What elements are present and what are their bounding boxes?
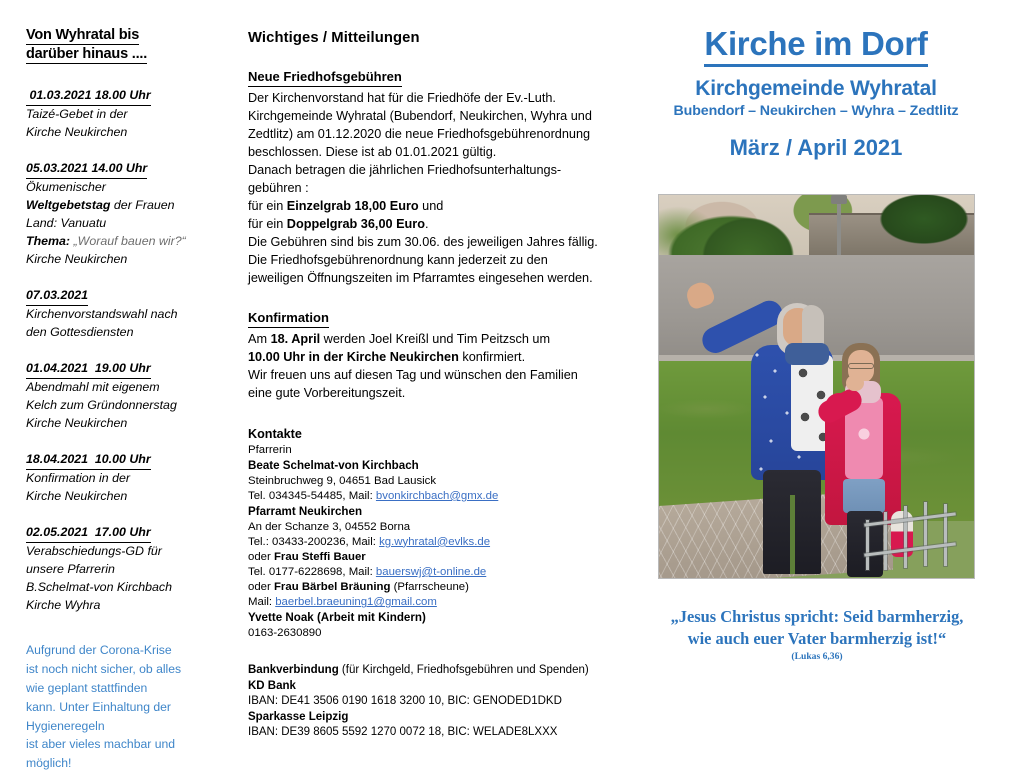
bauer-email-link[interactable]: bauerswj@t-online.de <box>375 566 487 578</box>
issue-period: März / April 2021 <box>729 135 903 161</box>
cover-photo <box>658 194 975 579</box>
photo-bike-rack <box>862 502 972 574</box>
contact-role: Pfarrerin <box>248 444 292 457</box>
right-column <box>630 26 1002 161</box>
section-cemetery-fees <box>248 68 598 287</box>
contact-pastor-tel <box>248 489 598 504</box>
photo-girl-hand <box>846 375 864 391</box>
contact-or-prefix: oder <box>248 581 274 594</box>
office-email-link[interactable]: kg.wyhratal@evlks.de <box>379 535 491 548</box>
event-line: Kirchenvorstandswahl nach <box>26 307 178 322</box>
event-line: den Gottesdiensten <box>26 325 134 340</box>
corona-notice <box>26 641 226 773</box>
corona-line: Aufgrund der Corona-Krise <box>26 642 172 657</box>
photo-woman-leg-gap <box>790 495 795 574</box>
event-line: Abendmahl mit eigenem <box>26 380 160 395</box>
bank-iban: IBAN: DE39 8605 5592 1270 0072 18, BIC: WELADE8LXXX <box>248 726 558 739</box>
event-item <box>26 159 226 269</box>
section-bank-details <box>248 663 598 741</box>
fees-paragraph-line: Kirchgemeinde Wyhratal (Bubendorf, Neukirchen, Wyhra und <box>248 108 592 123</box>
contact-braeuning-mail <box>248 595 598 610</box>
contact-mail-label: Mail: <box>248 596 276 609</box>
bank-title: Bankverbindung <box>248 664 339 677</box>
event-date: 18.04.2021 10.00 Uhr <box>26 451 151 470</box>
middle-column <box>248 30 598 741</box>
bank-heading <box>248 663 598 679</box>
event-item <box>26 523 226 615</box>
event-line: Kirche Neukirchen <box>26 125 128 140</box>
bank-name-text: Sparkasse Leipzig <box>248 710 349 723</box>
section-confirmation <box>248 309 598 402</box>
contact-braeuning-name <box>248 580 598 595</box>
event-line: Kirche Neukirchen <box>26 488 128 503</box>
pastor-email-link[interactable]: bvonkirchbach@gmx.de <box>375 489 499 502</box>
fee-prefix: für ein <box>248 199 287 214</box>
event-line: Kirche Wyhra <box>26 597 101 612</box>
section-title: Neue Friedhofsgebühren <box>248 69 402 87</box>
braeuning-email-link[interactable]: baerbel.braeuning1@gmail.com <box>275 596 437 609</box>
event-line: Verabschiedungs-GD für <box>26 543 162 558</box>
parish-name: Kirchgemeinde Wyhratal <box>695 77 937 101</box>
fee-suffix: und <box>418 199 444 214</box>
verse-reference: (Lukas 6,36) <box>791 651 843 663</box>
event-item <box>26 359 226 433</box>
fees-tail-line: jeweiligen Öffnungszeiten im Pfarramtes eingesehen werden. <box>248 271 593 286</box>
contacts-title: Kontakte <box>248 427 302 442</box>
contact-pastor-address: Steinbruchweg 9, 04651 Bad Lausick <box>248 474 437 487</box>
confirmation-text: konfirmiert. <box>458 350 526 365</box>
contact-office-address: An der Schanze 3, 04552 Borna <box>248 520 411 533</box>
event-item <box>26 286 226 342</box>
contact-office-name: Pfarramt Neukirchen <box>248 505 363 519</box>
fee-suffix: . <box>424 217 429 232</box>
fee-amount: Einzelgrab 18,00 Euro <box>286 199 419 214</box>
left-column-title <box>26 26 226 64</box>
event-date: 01.03.2021 18.00 Uhr <box>26 87 151 106</box>
fee-prefix: für ein <box>248 217 287 232</box>
contact-tel-label: Tel. 034345-54485, Mail: <box>248 489 376 502</box>
bible-verse <box>636 606 998 662</box>
fees-tail-line: Die Gebühren sind bis zum 30.06. des jeweiligen Jahres fällig. <box>248 235 598 250</box>
event-line: Taizé-Gebet in der <box>26 107 128 122</box>
contact-tel-label: Tel.: 03433-200236, Mail: <box>248 535 380 548</box>
event-item <box>26 86 226 142</box>
event-line: Ökumenischer <box>26 180 106 195</box>
left-title-line-2: darüber hinaus .... <box>26 45 147 64</box>
fees-tail-line: Die Friedhofsgebührenordnung kann jederzeit zu den <box>248 253 548 268</box>
confirmation-line: Wir freuen uns auf diesen Tag und wünschen den Familien <box>248 368 578 383</box>
confirmation-line: eine gute Vorbereitungszeit. <box>248 386 406 401</box>
photo-tree-right <box>864 195 974 251</box>
photo-pole <box>837 195 841 263</box>
contact-office-tel <box>248 535 598 550</box>
fees-paragraph-line: Danach betragen die jährlichen Friedhofsunterhaltungs- <box>248 163 562 178</box>
event-line: unsere Pfarrerin <box>26 561 115 576</box>
event-line: Kirche Neukirchen <box>26 416 128 431</box>
contact-or-prefix: oder <box>248 550 274 563</box>
event-line: Konfirmation in der <box>26 470 130 485</box>
fees-paragraph-line: gebühren : <box>248 181 309 196</box>
fee-amount: Doppelgrab 36,00 Euro <box>286 217 425 232</box>
bank-name <box>248 679 598 695</box>
event-date: 02.05.2021 17.00 Uhr <box>26 524 151 543</box>
corona-line: kann. Unter Einhaltung der <box>26 699 171 714</box>
bank-name <box>248 710 598 726</box>
confirmation-text: werden Joel Kreißl und Tim Peitzsch um <box>320 332 551 347</box>
event-item <box>26 450 226 506</box>
confirmation-date: 18. April <box>270 332 321 347</box>
event-line: B.Schelmat-von Kirchbach <box>26 579 173 594</box>
verse-line-1: „Jesus Christus spricht: Seid barmherzig, <box>670 607 964 626</box>
event-line-rest: der Frauen <box>110 198 175 213</box>
corona-line: wie geplant stattfinden <box>26 680 148 695</box>
fees-paragraph-line: beschlossen. Diese ist ab 01.01.2021 gültig. <box>248 144 497 159</box>
contact-noak-tel: 0163-2630890 <box>248 626 322 639</box>
photo-woman-scarf <box>785 343 829 365</box>
confirmation-text: Am <box>248 332 271 347</box>
verse-line-2: wie auch euer Vater barmherzig ist!“ <box>687 628 947 648</box>
section-title: Konfirmation <box>248 310 329 328</box>
bank-title-suffix: (für Kirchgeld, Friedhofsgebühren und Spenden) <box>338 664 589 677</box>
contact-name-suffix: (Pfarrscheune) <box>390 581 469 594</box>
left-title-line-1: Von Wyhratal bis <box>26 26 139 45</box>
event-line: Kelch zum Gründonnerstag <box>26 398 177 413</box>
contact-bauer-tel <box>248 565 598 580</box>
corona-line: ist noch nicht sicher, ob alles <box>26 661 182 676</box>
corona-line: ist aber vieles machbar und <box>26 737 176 752</box>
bank-name-text: KD Bank <box>248 679 296 692</box>
fee-single-grave <box>248 197 598 215</box>
corona-line: möglich! <box>26 756 72 771</box>
event-highlight: Weltgebetstag <box>26 198 111 213</box>
event-thema-quote: „Worauf bauen wir?“ <box>73 234 186 249</box>
section-contacts <box>248 426 598 641</box>
photo-illustration <box>659 195 974 578</box>
event-line: Kirche Neukirchen <box>26 252 128 267</box>
contact-tel-label: Tel. 0177-6228698, Mail: <box>248 566 376 578</box>
events-list <box>26 86 226 615</box>
event-date: 01.04.2021 19.00 Uhr <box>26 360 151 379</box>
fees-paragraph-line: Zedtlitz) am 01.12.2020 die neue Friedhofsgebührenordnung <box>248 126 591 141</box>
masthead-text: Kirche im Dorf <box>704 26 927 67</box>
event-line: Land: Vanuatu <box>26 216 107 231</box>
contact-bauer-name <box>248 550 598 565</box>
event-line <box>26 233 226 251</box>
event-date: 05.03.2021 14.00 Uhr <box>26 160 147 179</box>
contact-noak-name: Yvette Noak (Arbeit mit Kindern) <box>248 611 426 625</box>
fees-paragraph-line: Der Kirchenvorstand hat für die Friedhöfe der Ev.-Luth. <box>248 90 556 105</box>
event-date: 07.03.2021 <box>26 287 88 306</box>
event-thema-label: Thema: <box>26 234 74 249</box>
masthead <box>630 26 1002 67</box>
contact-pastor-name: Beate Schelmat-von Kirchbach <box>248 459 419 473</box>
event-line <box>26 197 226 215</box>
confirmation-line <box>248 330 598 348</box>
contact-name: Frau Steffi Bauer <box>273 550 366 563</box>
fee-double-grave <box>248 215 598 233</box>
photo-pole-top <box>831 195 847 204</box>
left-column <box>26 26 226 773</box>
confirmation-time-place: 10.00 Uhr in der Kirche Neukirchen <box>248 350 459 365</box>
announcements-heading: Wichtiges / Mitteilungen <box>248 30 420 46</box>
bank-iban: IBAN: DE41 3506 0190 1618 3200 10, BIC: GENODED1DKD <box>248 695 562 708</box>
corona-line: Hygieneregeln <box>26 718 105 733</box>
contact-name: Frau Bärbel Bräuning <box>273 581 391 594</box>
photo-girl-glasses <box>848 363 874 369</box>
villages-list: Bubendorf – Neukirchen – Wyhra – Zedtlitz <box>673 103 959 120</box>
confirmation-line <box>248 348 598 366</box>
